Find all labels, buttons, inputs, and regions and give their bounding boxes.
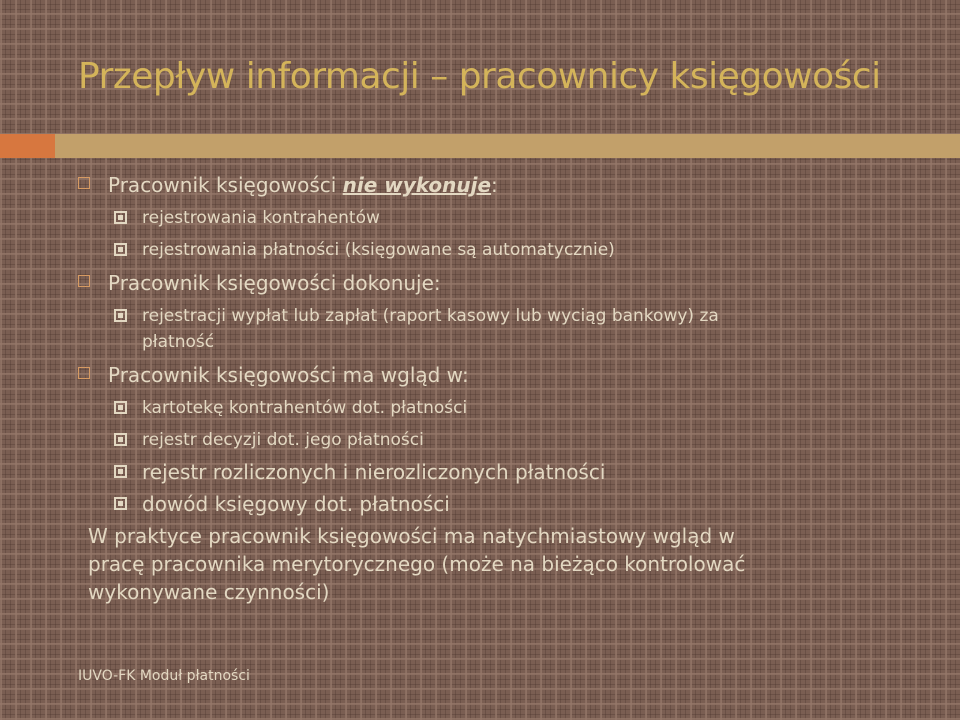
slide-footer: IUVO-FK Moduł płatności <box>78 668 250 684</box>
sub-item-text: rejestr rozliczonych i nierozliczonych płatności <box>142 460 606 484</box>
sub-bullet-item <box>78 424 928 456</box>
square-bullet-icon <box>78 177 90 189</box>
sub-bullet-icon <box>114 433 127 446</box>
paragraph-line: wykonywane czynności) <box>88 580 330 604</box>
sub-bullet-icon <box>114 497 127 510</box>
paragraph-line: pracę pracownika merytorycznego (może na bieżąco kontrolować <box>88 552 746 576</box>
sub-bullet-icon <box>114 401 127 414</box>
sub-bullet-item <box>78 202 928 234</box>
item-label: Pracownik księgowości ma wgląd w: <box>108 363 469 387</box>
sub-bullet-icon <box>114 465 127 478</box>
item-label: Pracownik księgowości dokonuje: <box>108 271 441 295</box>
paragraph-line: W praktyce pracownik księgowości ma natychmiastowy wgląd w <box>88 524 735 548</box>
sub-bullet-icon <box>114 243 127 256</box>
sub-bullet-icon <box>114 309 127 322</box>
item-suffix: : <box>491 173 498 197</box>
item-emphasis: nie wykonuje <box>342 173 492 197</box>
summary-paragraph <box>78 522 928 606</box>
sub-bullet-item <box>78 488 928 520</box>
item-prefix: Pracownik księgowości <box>108 173 343 197</box>
sub-item-text: kartotekę kontrahentów dot. płatności <box>142 398 468 418</box>
slide-title: Przepływ informacji – pracownicy księgowości <box>78 56 881 97</box>
sub-bullet-item <box>78 456 928 488</box>
title-accent-band <box>0 134 960 158</box>
sub-item-text: rejestrowania płatności (księgowane są automatycznie) <box>142 240 615 260</box>
slide-content <box>78 168 928 606</box>
sub-item-text: rejestracji wypłat lub zapłat (raport kasowy lub wyciąg bankowy) za <box>142 306 719 326</box>
bullet-item-access <box>78 358 928 392</box>
sub-item-text: rejestrowania kontrahentów <box>142 208 380 228</box>
sub-bullet-icon <box>114 211 127 224</box>
bullet-item-not-perform <box>78 168 928 202</box>
sub-item-text: rejestr decyzji dot. jego płatności <box>142 430 424 450</box>
bullet-item-performs <box>78 266 928 300</box>
sub-bullet-item <box>78 300 928 352</box>
sub-bullet-item <box>78 234 928 266</box>
sub-bullet-item <box>78 392 928 424</box>
square-bullet-icon <box>78 275 90 287</box>
square-bullet-icon <box>78 367 90 379</box>
sub-item-text: dowód księgowy dot. płatności <box>142 492 450 516</box>
sub-item-text-continued: płatność <box>142 332 215 352</box>
